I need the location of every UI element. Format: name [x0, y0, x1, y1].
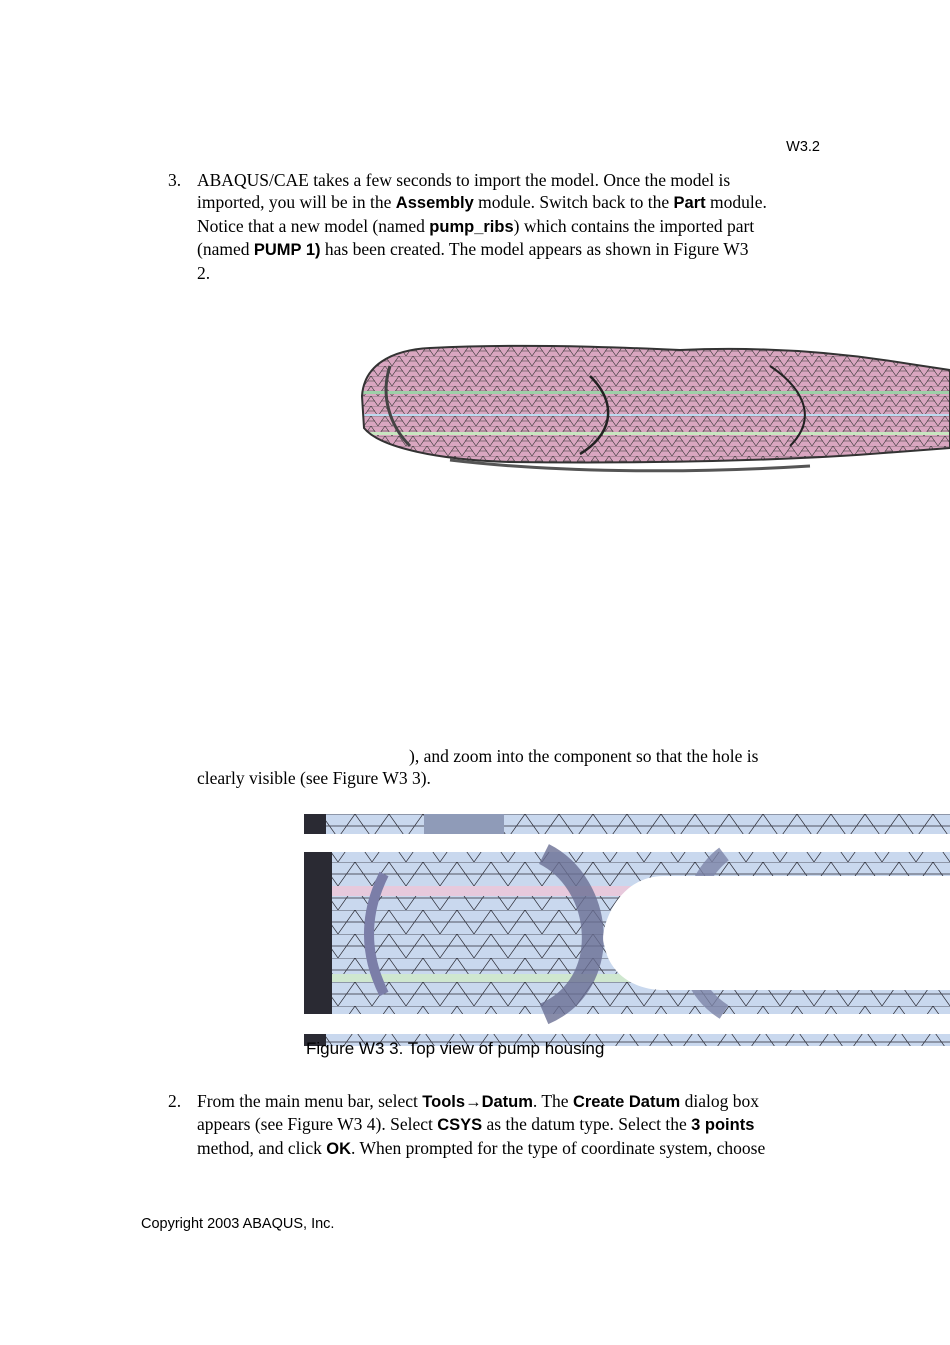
step-2-line-1: From the main menu bar, select Tools→Datum. The Create Datum dialog box [197, 1091, 759, 1111]
copyright-footer: Copyright 2003 ABAQUS, Inc. [141, 1216, 335, 1232]
fragment-line-2: clearly visible (see Figure W3 3). [197, 768, 431, 789]
step-2-line-3: method, and click OK. When prompted for the type of coordinate system, choose [197, 1137, 766, 1158]
step-3-line-3: Notice that a new model (named pump_ribs) which contains the imported part [197, 215, 755, 236]
step-3-line-4: (named PUMP 1) has been created. The model appears as shown in Figure W3 [197, 239, 749, 260]
step-3-number: 3. [168, 170, 182, 190]
step-3-line-5: 2. [197, 262, 211, 283]
page-number: W3.2 [786, 139, 820, 155]
step-3-line-1: ABAQUS/CAE takes a few seconds to import the model. Once the model is [197, 170, 731, 190]
fragment-line-1: ), and zoom into the component so that the hole is [409, 746, 759, 766]
step-3-line-2: imported, you will be in the Assembly module. Switch back to the Part module. [197, 192, 767, 213]
instruction-fragment [197, 745, 758, 790]
step-2-line-2: appears (see Figure W3 4). Select CSYS as the datum type. Select the 3 points [197, 1114, 755, 1135]
pump-model-image [350, 336, 950, 478]
figure-caption: Figure W3 3. Top view of pump housing [306, 1039, 605, 1058]
pump-housing-top-view-image [304, 814, 950, 1046]
step-3-text [197, 169, 767, 284]
step-2-number: 2. [168, 1091, 182, 1111]
step-2-text [197, 1090, 765, 1160]
